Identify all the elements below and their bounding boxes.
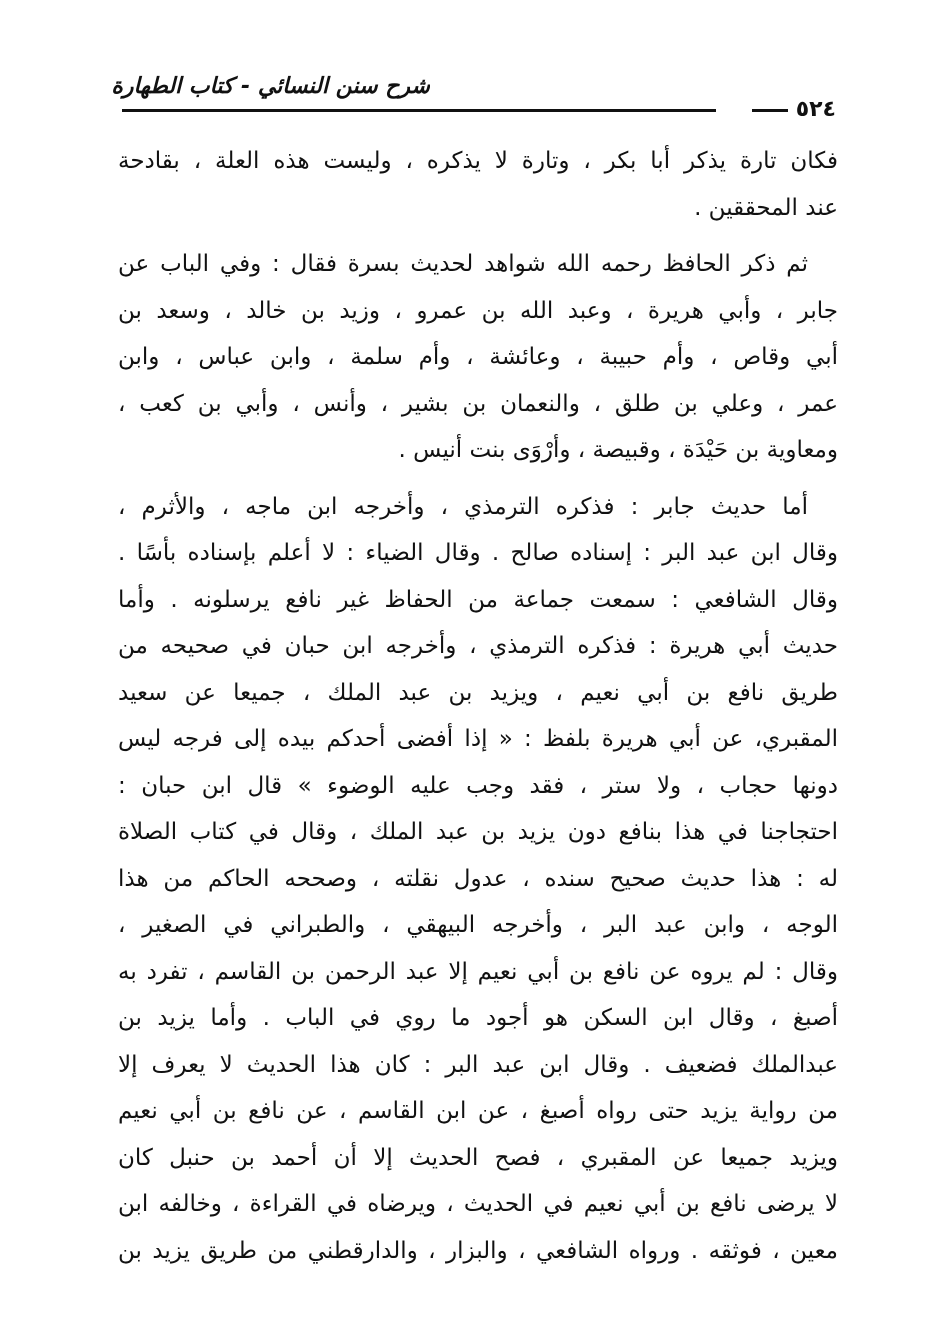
text-line: عبدالملك فضعيف . وقال ابن عبد البر : كان هذا الحديث لا يعرف إلا (118, 1051, 838, 1078)
page-number-dash (752, 109, 788, 112)
body-text (118, 138, 838, 1274)
text-line: ويزيد جميعا عن المقبري ، فصح الحديث إلا أن أحمد بن حنبل كان (118, 1144, 838, 1171)
text-line: معين ، فوثقه . ورواه الشافعي ، والبزار ، والدارقطني من طريق يزيد بن (118, 1237, 838, 1264)
text-line: وقال ابن عبد البر : إسناده صالح . وقال الضياء : لا أعلم بإسناده بأسًا . (118, 540, 838, 566)
text-line: ومعاوية بن حَيْدَة ، وقبيصة ، وأرْوَى بنت أنيس . (398, 437, 838, 463)
text-line: أصبغ ، وقال ابن السكن هو أجود ما روي في الباب . وأما يزيد بن (118, 1005, 838, 1031)
text-line: دونها حجاب ، ولا ستر ، فقد وجب عليه الوضوء » قال ابن حبان : (118, 772, 838, 799)
text-line: وقال : لم يروه عن نافع بن أبي نعيم إلا عبد الرحمن بن القاسم ، تفرد به (118, 958, 838, 985)
text-line: حديث أبي هريرة : فذكره الترمذي ، وأخرجه ابن حبان في صحيحه من (118, 633, 838, 659)
text-line: الوجه ، وابن عبد البر ، وأخرجه البيهقي ، والطبراني في الصغير ، (118, 912, 838, 938)
text-line: وقال الشافعي : سمعت جماعة من الحفاظ غير نافع يرسلونه . وأما (118, 586, 838, 613)
paragraph (118, 138, 838, 231)
paragraph (118, 241, 838, 474)
text-line: عمر ، وعلي بن طلق ، والنعمان بن بشير ، وأنس ، وأبي بن كعب ، (118, 390, 838, 417)
text-line: ثم ذكر الحافظ رحمه الله شواهد لحديث بسرة فقال : وفي الباب عن (118, 251, 808, 277)
text-line: من رواية يزيد حتى رواه أصبغ ، عن ابن القاسم ، عن نافع بن أبي نعيم (118, 1098, 838, 1124)
header-rule (122, 109, 716, 112)
text-line: عند المحققين . (694, 194, 838, 221)
page-number-block (722, 95, 836, 125)
text-line: له : هذا حديث صحيح سنده ، عدول نقلته ، وصححه الحاكم من هذا (118, 865, 838, 892)
paragraph (118, 484, 838, 1275)
text-line: المقبري، عن أبي هريرة بلفظ : « إذا أفضى أحدكم بيده إلى فرجه ليس (118, 726, 838, 752)
text-line: لا يرضى نافع بن أبي نعيم في الحديث ، ويرضاه في القراءة ، وخالفه ابن (118, 1191, 838, 1217)
text-line: طريق نافع بن أبي نعيم ، ويزيد بن عبد الملك ، جميعا عن سعيد (118, 679, 838, 706)
text-line: احتجاجنا في هذا بنافع دون يزيد بن عبد الملك ، وقال في كتاب الصلاة (118, 819, 838, 845)
text-line: جابر ، وأبي هريرة ، وعبد الله بن عمرو ، وزيد بن خالد ، وسعد بن (118, 297, 838, 324)
running-title: شرح سنن النسائي - كتاب الطهارة (111, 74, 430, 99)
page-number: ٥٢٤ (795, 97, 836, 122)
text-line: أبي وقاص ، وأم حبيبة ، وعائشة ، وأم سلمة ، وابن عباس ، وابن (118, 344, 838, 370)
text-line: فكان تارة يذكر أبا بكر ، وتارة لا يذكره ، وليست هذه العلة ، بقادحة (118, 148, 838, 174)
text-line: أما حديث جابر : فذكره الترمذي ، وأخرجه ابن ماجه ، والأثرم ، (118, 493, 808, 520)
